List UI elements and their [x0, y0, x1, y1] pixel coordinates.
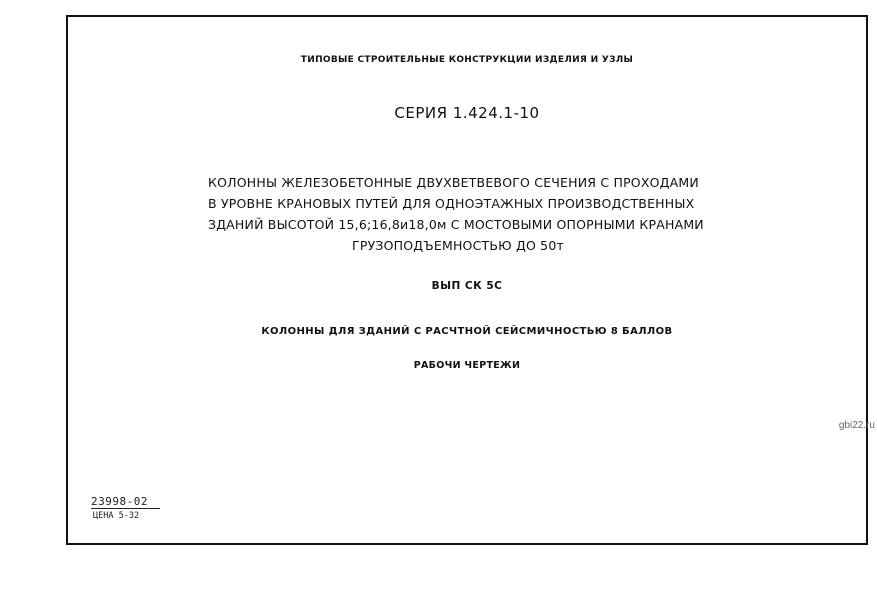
- document-type: РАБОЧИ ЧЕРТЕЖИ: [413, 360, 521, 371]
- watermark-text: gbi22.ru: [838, 420, 875, 431]
- subtitle: КОЛОННЫ ДЛЯ ЗДАНИЙ С РАСЧТНОЙ СЕЙСМИЧНОСТЬЮ 8 БАЛЛОВ: [261, 326, 673, 337]
- organization-line: ТИПОВЫЕ СТРОИТЕЛЬНЫЕ КОНСТРУКЦИИ ИЗДЕЛИЯ И УЗЛЫ: [300, 55, 634, 65]
- price-label: ЦЕНА 5-32: [93, 511, 140, 521]
- inventory-stamp: [91, 490, 160, 521]
- title-line-4: ГРУЗОПОДЪЕМНОСТЬЮ ДО 50т: [352, 238, 564, 253]
- series-title: СЕРИЯ 1.424.1-10: [394, 104, 540, 122]
- inventory-number: 23998-02: [91, 495, 160, 509]
- document-title: [208, 172, 708, 256]
- title-line-2: В УРОВНЕ КРАНОВЫХ ПУТЕЙ ДЛЯ ОДНОЭТАЖНЫХ ПРОИЗВОДСТВЕННЫХ: [208, 196, 695, 211]
- title-line-1: КОЛОННЫ ЖЕЛЕЗОБЕТОННЫЕ ДВУХВЕТВЕВОГО СЕЧЕНИЯ С ПРОХОДАМИ: [208, 175, 699, 190]
- title-line-3: ЗДАНИЙ ВЫСОТОЙ 15,6;16,8и18,0м С МОСТОВЫМИ ОПОРНЫМИ КРАНАМИ: [208, 217, 704, 232]
- drawing-frame: [66, 15, 868, 545]
- issue-number: ВЫП СК 5С: [431, 280, 503, 292]
